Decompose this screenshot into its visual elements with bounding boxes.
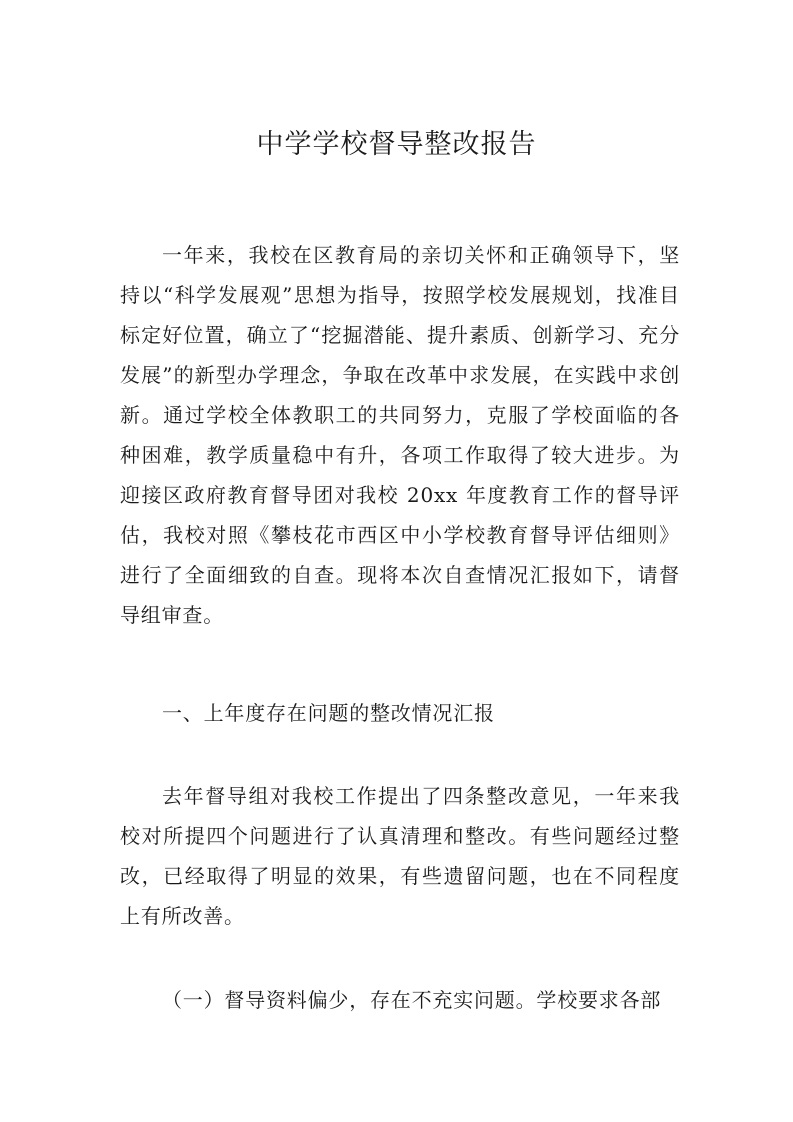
section-paragraph: 去年督导组对我校工作提出了四条整改意见，一年来我校对所提四个问题进行了认真清理和整改。有些问题经过整改，已经取得了明显的效果，有些遗留问题，也在不同程度上有所改善。 — [120, 784, 680, 928]
subsection-paragraph: （一）督导资料偏少，存在不充实问题。学校要求各部 — [162, 988, 662, 1012]
document-title: 中学学校督导整改报告 — [256, 129, 537, 160]
intro-paragraph: 一年来，我校在区教育局的亲切关怀和正确领导下，坚持以“科学发展观”思想为指导，按照学校发展规划，找准目标定好位置，确立了“挖掘潜能、提升素质、创新学习、充分发展”的新型办学理念，争取在改革中求发展，在实践中求创新。通过学校全体教职工的共同努力，克服了学校面临的各种困难，教学质量稳中有升，各项工作取得了较大进步。为迎接区政府教育督导团对我校 20xx 年度教育工作的督导评估，我校对照《攀枝花市西区中小学校教育督导评估细则》进行了全面细致的自查。现将本次自查情况汇报如下，请督导组审查。 — [120, 243, 680, 627]
section-heading: 一、上年度存在问题的整改情况汇报 — [162, 701, 495, 725]
